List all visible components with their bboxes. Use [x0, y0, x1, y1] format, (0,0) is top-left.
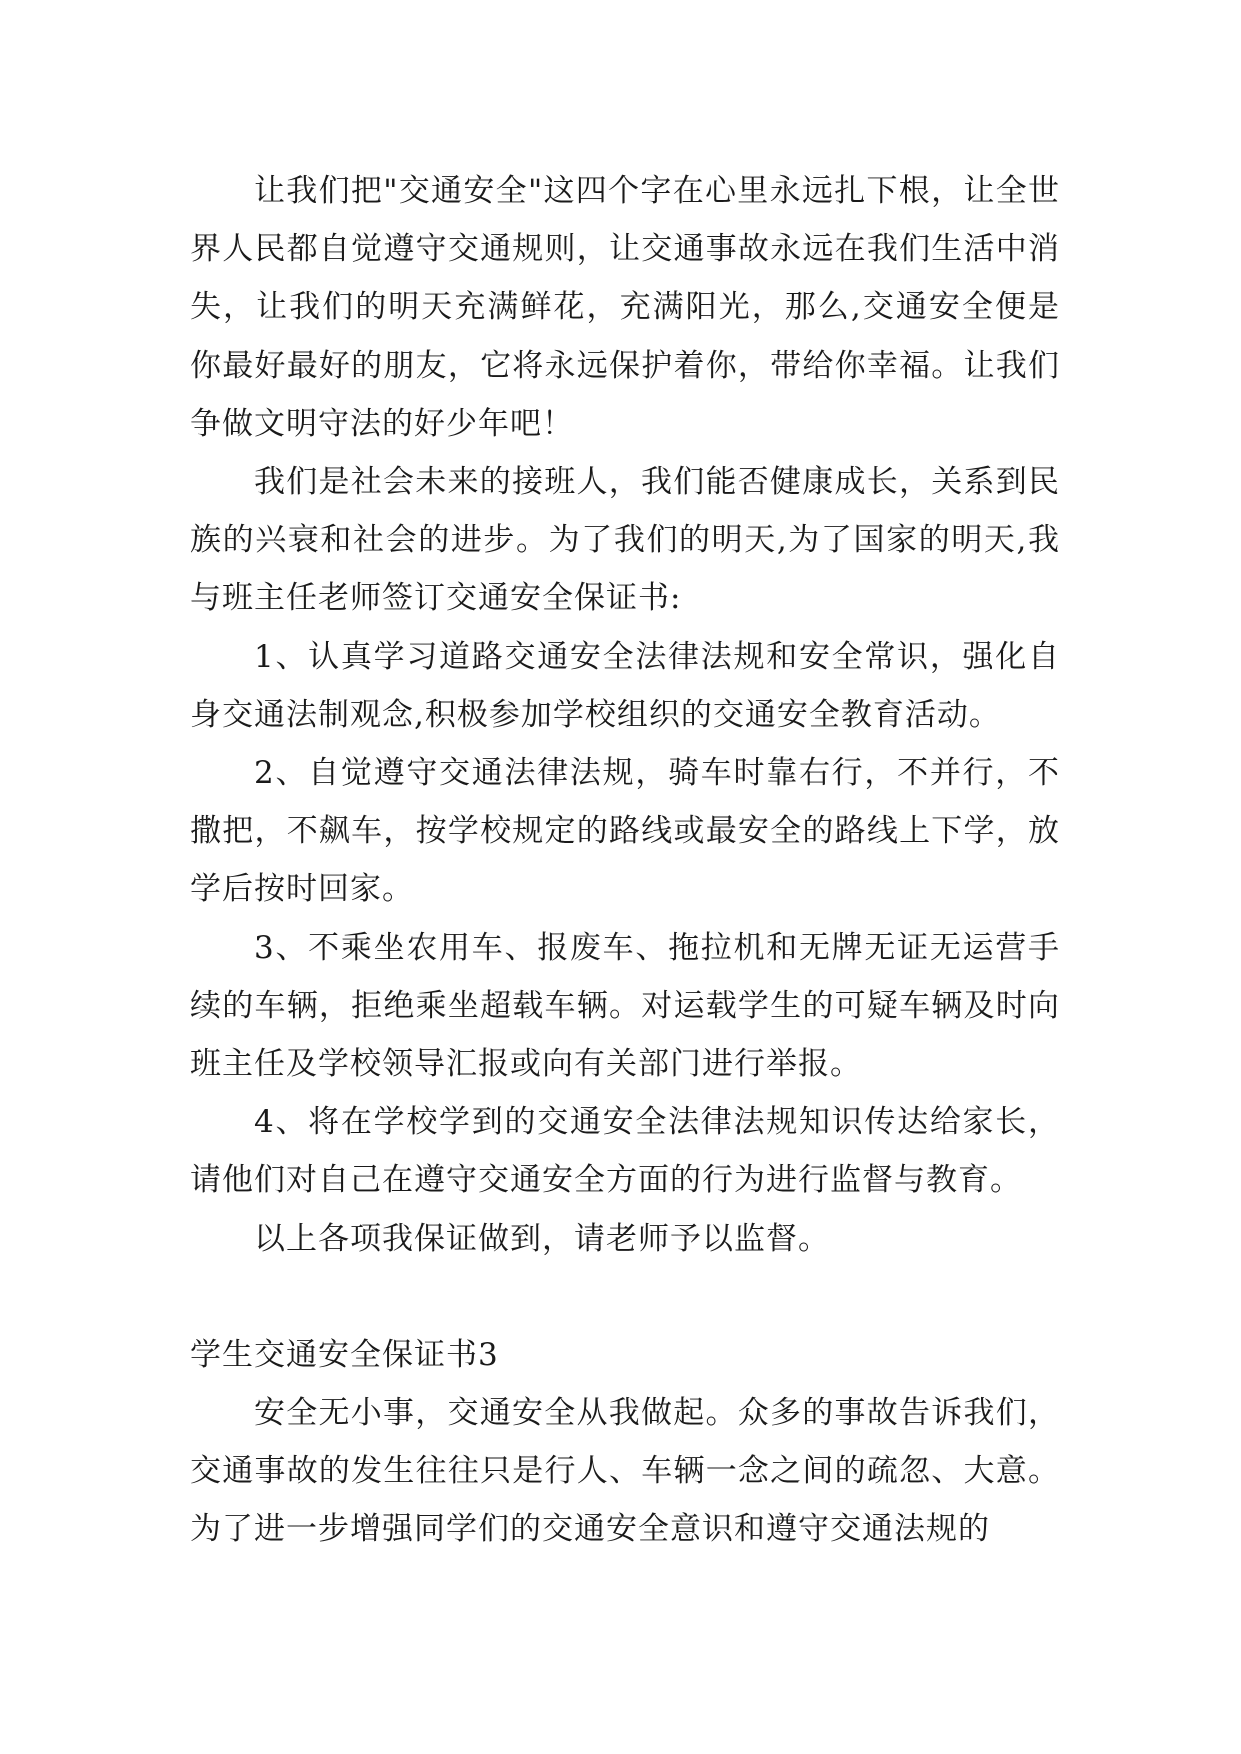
paragraph-item-4: 4、将在学校学到的交通安全法律法规知识传达给家长，请他们对自己在遵守交通安全方面的行为进行监督与教育。 [190, 1104, 1060, 1199]
paragraph-item-2: 2、自觉遵守交通法律法规，骑车时靠右行，不并行，不撒把，不飙车，按学校规定的路线或最安全的路线上下学，放学后按时回家。 [190, 755, 1060, 908]
document-body [190, 162, 1060, 1559]
paragraph-section-3-intro: 安全无小事，交通安全从我做起。众多的事故告诉我们，交通事故的发生往往只是行人、车辆一念之间的疏忽、大意。为了进一步增强同学们的交通安全意识和遵守交通法规的 [190, 1395, 1060, 1548]
paragraph-introduction: 我们是社会未来的接班人，我们能否健康成长，关系到民族的兴衰和社会的进步。为了我们的明天,为了国家的明天,我与班主任老师签订交通安全保证书: [190, 464, 1060, 617]
section-heading: 学生交通安全保证书3 [190, 1336, 499, 1373]
paragraph-pledge: 以上各项我保证做到，请老师予以监督。 [254, 1220, 830, 1257]
paragraph-item-3: 3、不乘坐农用车、报废车、拖拉机和无牌无证无运营手续的车辆，拒绝乘坐超载车辆。对运载学生的可疑车辆及时向班主任及学校领导汇报或向有关部门进行举报。 [190, 929, 1060, 1083]
paragraph-item-1: 1、认真学习道路交通安全法律法规和安全常识，强化自身交通法制观念,积极参加学校组织的交通安全教育活动。 [190, 638, 1060, 733]
paragraph-closing-appeal: 让我们把"交通安全"这四个字在心里永远扎下根，让全世界人民都自觉遵守交通规则，让交通事故永远在我们生活中消失，让我们的明天充满鲜花，充满阳光，那么,交通安全便是你最好最好的朋友，它将永远保护着你，带给你幸福。让我们争做文明守法的好少年吧！ [190, 173, 1060, 442]
